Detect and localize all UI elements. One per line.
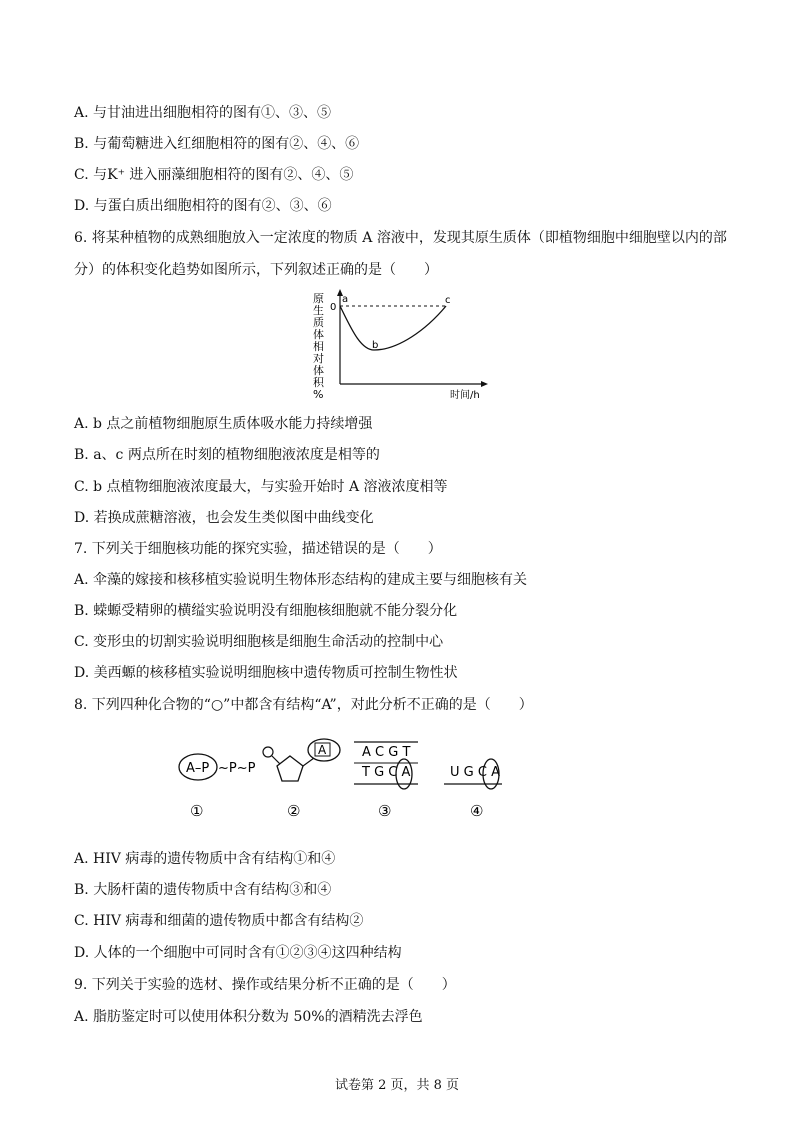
q8-label-1: ① — [190, 802, 204, 820]
q6-graph-svg — [308, 288, 498, 403]
q6-point-a: a — [342, 294, 349, 305]
q7-option-b: B. 蝾螈受精卵的横缢实验说明没有细胞核细胞就不能分裂分化 — [74, 603, 458, 619]
q6-point-b: b — [372, 340, 379, 351]
q8-f3-top: A C G T — [362, 745, 411, 760]
q8-option-c: C. HIV 病毒和细菌的遗传物质中都含有结构② — [74, 913, 364, 929]
q8-option-b: B. 大肠杆菌的遗传物质中含有结构③和④ — [74, 882, 332, 898]
q7-option-c: C. 变形虫的切割实验说明细胞核是细胞生命活动的控制中心 — [74, 634, 444, 650]
q8-structure-figures — [172, 736, 502, 826]
q7-option-a: A. 伞藻的嫁接和核移植实验说明生物体形态结构的建成主要与细胞核有关 — [74, 572, 528, 588]
q7-stem: 7. 下列关于细胞核功能的探究实验，描述错误的是（ ） — [74, 541, 442, 557]
page-footer: 试卷第 2 页，共 8 页 — [334, 1078, 460, 1093]
q9-option-a: A. 脂肪鉴定时可以使用体积分数为 50%的酒精洗去浮色 — [74, 1009, 423, 1025]
q7-option-d: D. 美西螈的核移植实验说明细胞核中遗传物质可控制生物性状 — [74, 665, 458, 681]
q6-option-d: D. 若换成蔗糖溶液，也会发生类似图中曲线变化 — [74, 510, 374, 526]
q6-curve — [340, 306, 446, 350]
q6-origin-label: 0 — [330, 302, 337, 313]
q8-figures-svg — [172, 736, 502, 826]
q8-f3-bottom: T G C A — [362, 765, 411, 780]
q8-f2-pentose — [277, 756, 303, 781]
q8-label-4: ④ — [470, 802, 484, 820]
q6-option-b: B. a、c 两点所在时刻的植物细胞液浓度是相等的 — [74, 447, 380, 463]
q6-x-axis-label: 时间/h — [450, 390, 480, 401]
q6-stem-line2: 分）的体积变化趋势如图所示，下列叙述正确的是（ ） — [74, 262, 438, 278]
q8-option-d: D. 人体的一个细胞中可同时含有①②③④这四种结构 — [74, 945, 402, 961]
q5-option-d: D. 与蛋白质出细胞相符的图有②、③、⑥ — [74, 198, 332, 214]
q8-label-2: ② — [287, 802, 301, 820]
q6-x-arrow — [481, 381, 488, 387]
q8-f1-text-left: A–P — [186, 761, 210, 776]
q5-option-a: A. 与甘油进出细胞相符的图有①、③、⑤ — [74, 105, 332, 121]
q8-f4-text: U G C A — [450, 765, 500, 780]
q6-option-c: C. b 点植物细胞液浓度最大，与实验开始时 A 溶液浓度相等 — [74, 479, 448, 495]
q8-figure-4 — [444, 759, 502, 820]
q8-f2-text: A — [318, 743, 327, 757]
q8-f2-base-bond — [303, 758, 314, 766]
q6-point-c: c — [445, 295, 451, 306]
q8-f2-phosphate — [263, 747, 273, 757]
q6-y-axis-label: 原生质体相对体积% — [313, 292, 324, 401]
q8-f2-bond — [272, 756, 280, 764]
q8-f1-text-right: ~P~P — [218, 761, 256, 776]
q8-figure-3 — [354, 742, 418, 820]
q8-stem: 8. 下列四种化合物的“○”中都含有结构“A”，对此分析不正确的是（ ） — [74, 697, 533, 713]
q8-figure-1 — [179, 754, 256, 820]
q9-stem: 9. 下列关于实验的选材、操作或结果分析不正确的是（ ） — [74, 977, 456, 993]
q5-option-b: B. 与葡萄糖进入红细胞相符的图有②、④、⑥ — [74, 136, 360, 152]
q8-label-3: ③ — [378, 802, 392, 820]
q6-stem-line1: 6. 将某种植物的成熟细胞放入一定浓度的物质 A 溶液中，发现其原生质体（即植物细胞中细胞壁以内的部 — [74, 230, 727, 246]
q6-volume-graph — [308, 288, 498, 403]
q8-figure-2 — [263, 739, 340, 820]
q8-option-a: A. HIV 病毒的遗传物质中含有结构①和④ — [74, 851, 336, 867]
q6-option-a: A. b 点之前植物细胞原生质体吸水能力持续增强 — [74, 416, 373, 432]
q5-option-c: C. 与K⁺ 进入丽藻细胞相符的图有②、④、⑤ — [74, 167, 354, 183]
